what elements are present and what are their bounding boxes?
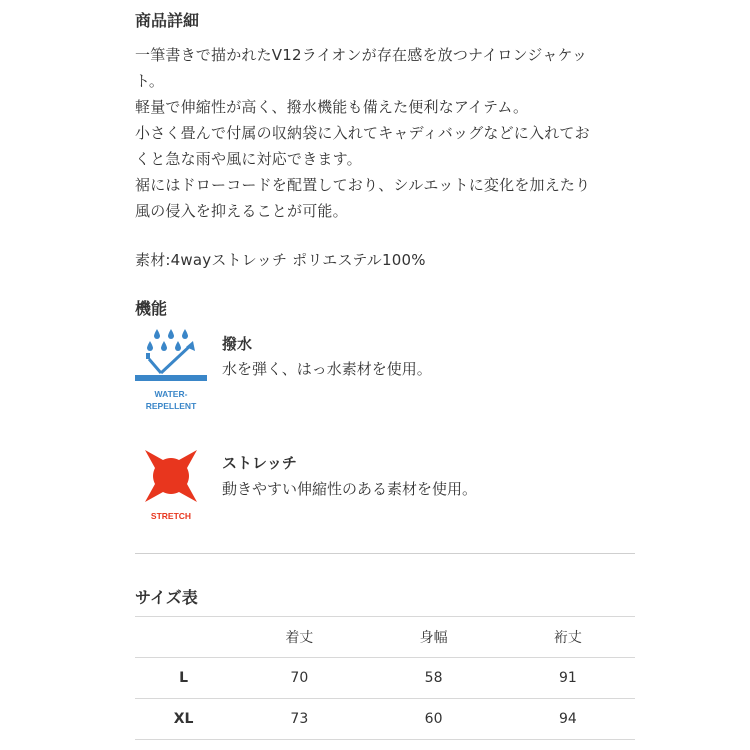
water-repellent-icon-label-1: WATER- bbox=[154, 389, 188, 399]
details-heading: 商品詳細 bbox=[135, 11, 200, 30]
feature-water-repellent-text: 水を弾く、はっ水素材を使用。 bbox=[222, 360, 432, 378]
details-line-3: 軽量で伸縮性が高く、撥水機能も備えた便利なアイテム。 bbox=[135, 98, 529, 116]
details-line-7: 風の侵入を抑えることが可能。 bbox=[135, 202, 348, 220]
table-cell: 58 bbox=[424, 670, 443, 686]
size-table-header-sleeve: 裄丈 bbox=[553, 630, 582, 646]
details-line-2: ト。 bbox=[135, 72, 165, 90]
stretch-icon bbox=[135, 446, 207, 524]
size-table-heading: サイズ表 bbox=[135, 588, 198, 607]
water-repellent-icon bbox=[135, 325, 207, 415]
stretch-icon-label: STRETCH bbox=[150, 511, 192, 521]
water-repellent-icon-label-2: REPELLENT bbox=[145, 401, 197, 411]
table-row bbox=[135, 658, 635, 699]
details-line-5: くと急な雨や風に対応できます。 bbox=[135, 150, 362, 168]
feature-stretch-title: ストレッチ bbox=[222, 454, 297, 472]
feature-stretch-text: 動きやすい伸縮性のある素材を使用。 bbox=[222, 480, 478, 498]
size-table-header-blank bbox=[135, 617, 232, 658]
size-label: L bbox=[179, 670, 189, 686]
table-cell: 70 bbox=[290, 670, 309, 686]
size-label: XL bbox=[173, 711, 194, 727]
size-table-header-width: 身幅 bbox=[419, 630, 448, 646]
material-text: 素材:4wayストレッチ ポリエステル100% bbox=[135, 251, 426, 269]
size-table-header-row bbox=[135, 617, 635, 658]
size-table-header-length: 着丈 bbox=[285, 630, 314, 646]
details-line-6: 裾にはドローコードを配置しており、シルエットに変化を加えたり bbox=[135, 176, 591, 194]
table-cell: 73 bbox=[290, 711, 309, 727]
details-line-4: 小さく畳んで付属の収納袋に入れてキャディバッグなどに入れてお bbox=[135, 124, 590, 142]
details-line-1: 一筆書きで描かれたV12ライオンが存在感を放つナイロンジャケッ bbox=[135, 46, 588, 64]
table-row bbox=[135, 699, 635, 740]
table-cell: 91 bbox=[558, 670, 577, 686]
features-heading: 機能 bbox=[135, 299, 168, 318]
feature-water-repellent-title: 撥水 bbox=[222, 335, 253, 353]
table-cell: 94 bbox=[558, 711, 577, 727]
section-divider bbox=[135, 553, 635, 554]
table-cell: 60 bbox=[424, 711, 443, 727]
size-table bbox=[135, 616, 635, 740]
